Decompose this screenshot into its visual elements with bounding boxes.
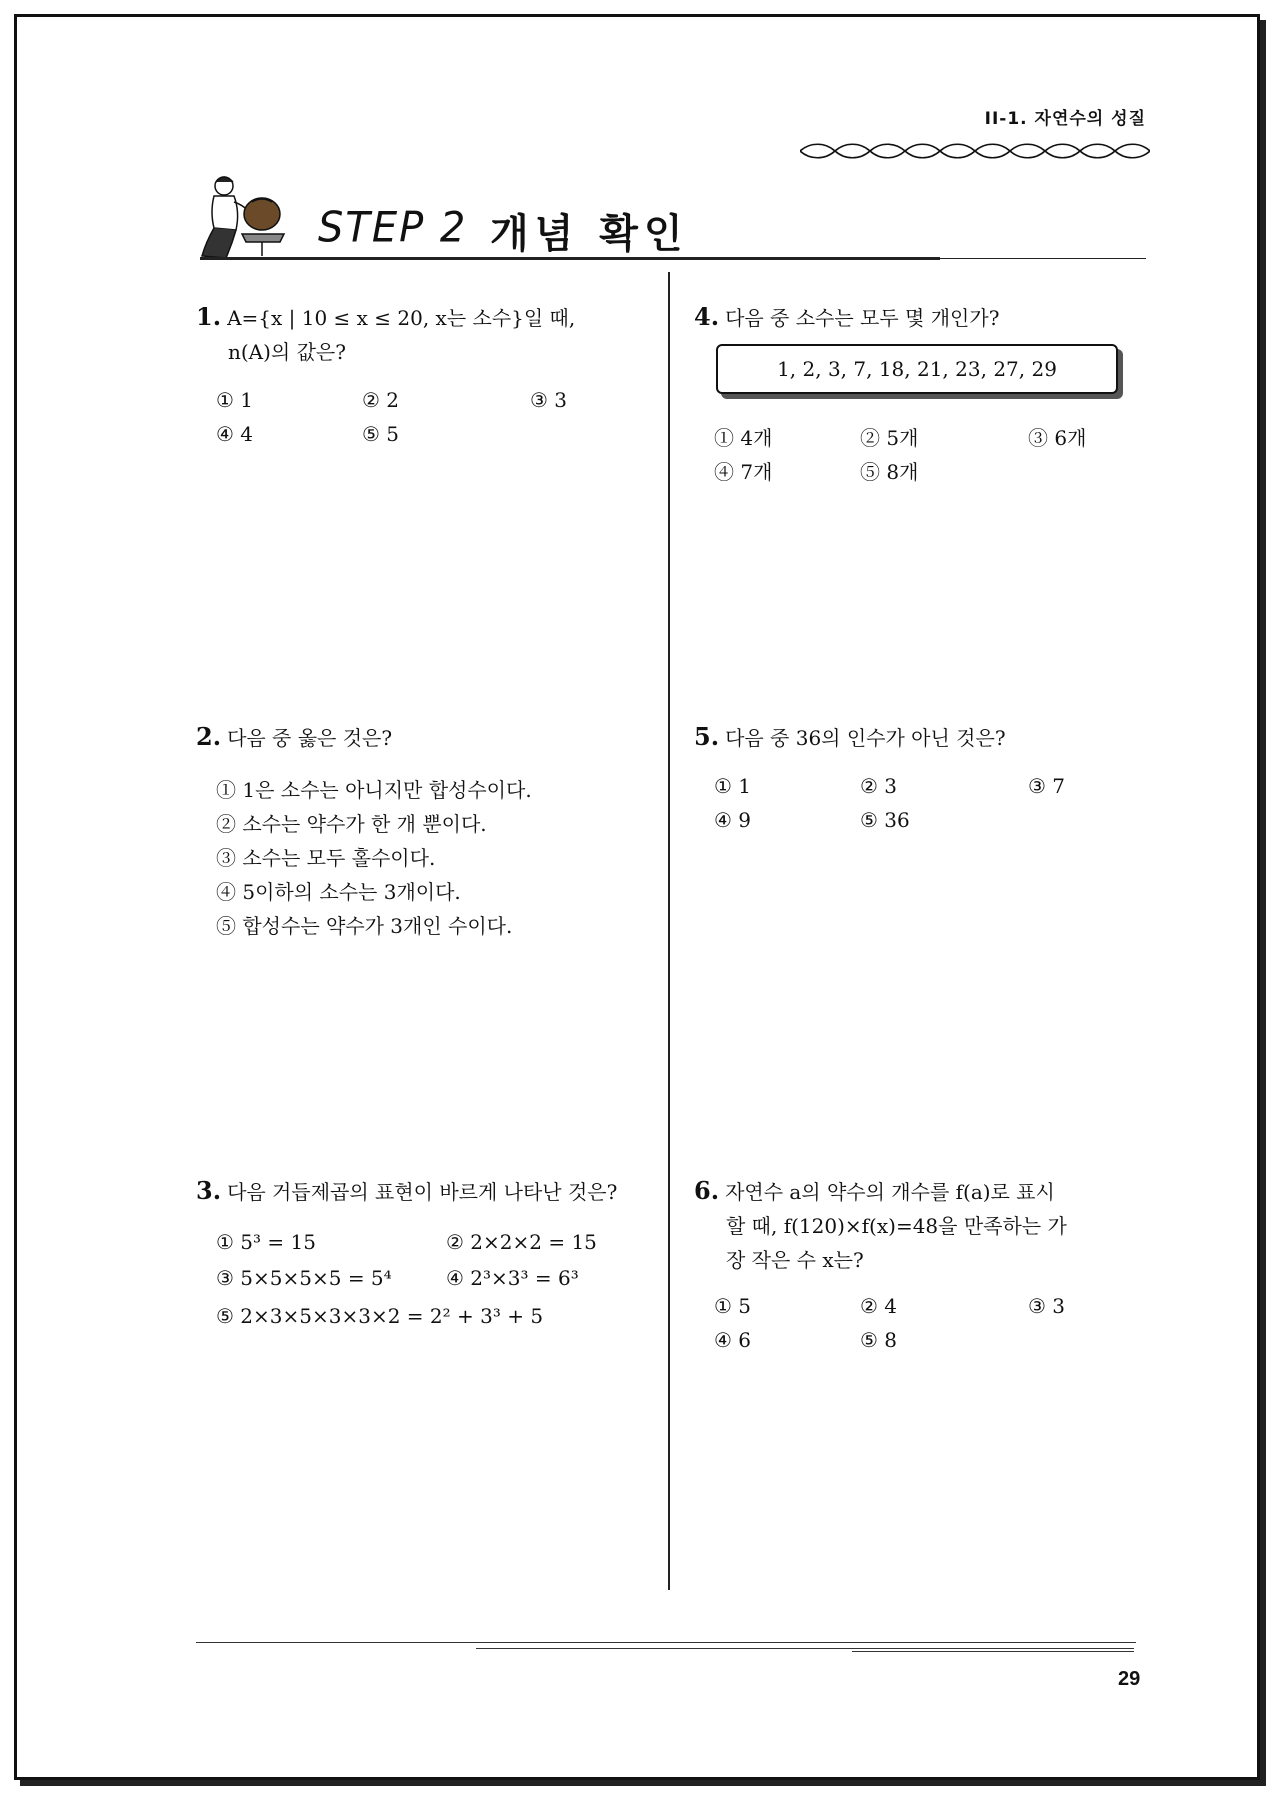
option-1[interactable]: ① 5³ = 15 [216,1230,316,1254]
question-1 [196,300,636,369]
chapter-label: II-1. 자연수의 성질 [984,109,1146,129]
column-divider [668,272,670,1590]
footer-rule [476,1648,1134,1649]
page-title: 개념 확인 [490,211,689,257]
question-stem: 다음 거듭제곱의 표현이 바르게 나타난 것은? [227,1180,618,1204]
question-number: 2. [196,722,222,751]
question-stem: A={x | 10 ≤ x ≤ 20, x는 소수}일 때, [227,306,576,330]
option-4[interactable]: ④ 2³×3³ = 6³ [446,1266,579,1290]
question-number: 3. [196,1176,222,1205]
option-2[interactable]: ② 5개 [860,426,919,450]
question-5 [694,720,1134,755]
question-stem: 다음 중 옳은 것은? [227,726,393,750]
page-number: 29 [1118,1668,1141,1690]
header-rule-thin [200,258,1146,259]
question-number: 6. [694,1176,720,1205]
option-1[interactable]: ① 1 [714,774,752,798]
option-2[interactable]: ② 소수는 약수가 한 개 뿐이다. [216,812,487,836]
option-4[interactable]: ④ 9 [714,808,752,832]
option-4[interactable]: ④ 6 [714,1328,752,1352]
option-4[interactable]: ④ 5이하의 소수는 3개이다. [216,880,461,904]
option-5[interactable]: ⑤ 2×3×5×3×3×2 = 2² + 3³ + 5 [216,1304,544,1328]
option-5[interactable]: ⑤ 36 [860,808,910,832]
option-3[interactable]: ③ 3 [1028,1294,1066,1318]
footer-rule [196,1642,1136,1643]
option-1[interactable]: ① 4개 [714,426,773,450]
option-3[interactable]: ③ 5×5×5×5 = 5⁴ [216,1266,392,1290]
question-stem-continued: 할 때, f(120)×f(x)=48을 만족하는 가 [726,1214,1067,1238]
option-5[interactable]: ⑤ 8개 [860,460,919,484]
chain-ornament [800,142,1150,160]
question-3 [196,1174,656,1209]
question-stem: 자연수 a의 약수의 개수를 f(a)로 표시 [725,1180,1055,1204]
question-number: 4. [694,302,720,331]
question-4 [694,300,1134,335]
potter-illustration [196,172,296,262]
option-5[interactable]: ⑤ 합성수는 약수가 3개인 수이다. [216,914,513,938]
option-1[interactable]: ① 1 [216,388,254,412]
option-3[interactable]: ③ 6개 [1028,426,1087,450]
question-number: 1. [196,302,222,331]
step-label: STEP 2 [318,203,468,253]
question-6 [694,1174,1154,1277]
option-2[interactable]: ② 4 [860,1294,898,1318]
option-2[interactable]: ② 2×2×2 = 15 [446,1230,597,1254]
option-3[interactable]: ③ 7 [1028,774,1066,798]
question-stem-continued: n(A)의 값은? [228,340,346,364]
question-number: 5. [694,722,720,751]
option-2[interactable]: ② 3 [860,774,898,798]
question-stem: 다음 중 소수는 모두 몇 개인가? [725,306,1000,330]
footer-rule [852,1651,1134,1652]
option-3[interactable]: ③ 3 [530,388,568,412]
option-1[interactable]: ① 5 [714,1294,752,1318]
question-stem-continued: 장 작은 수 x는? [726,1248,864,1272]
number-list-box: 1, 2, 3, 7, 18, 21, 23, 27, 29 [716,344,1118,394]
option-2[interactable]: ② 2 [362,388,400,412]
option-5[interactable]: ⑤ 8 [860,1328,898,1352]
page-frame [14,14,1260,1780]
question-2 [196,720,636,755]
option-1[interactable]: ① 1은 소수는 아니지만 합성수이다. [216,778,532,802]
option-3[interactable]: ③ 소수는 모두 홀수이다. [216,846,436,870]
question-stem: 다음 중 36의 인수가 아닌 것은? [725,726,1006,750]
option-4[interactable]: ④ 4 [216,422,254,446]
option-4[interactable]: ④ 7개 [714,460,773,484]
option-5[interactable]: ⑤ 5 [362,422,400,446]
